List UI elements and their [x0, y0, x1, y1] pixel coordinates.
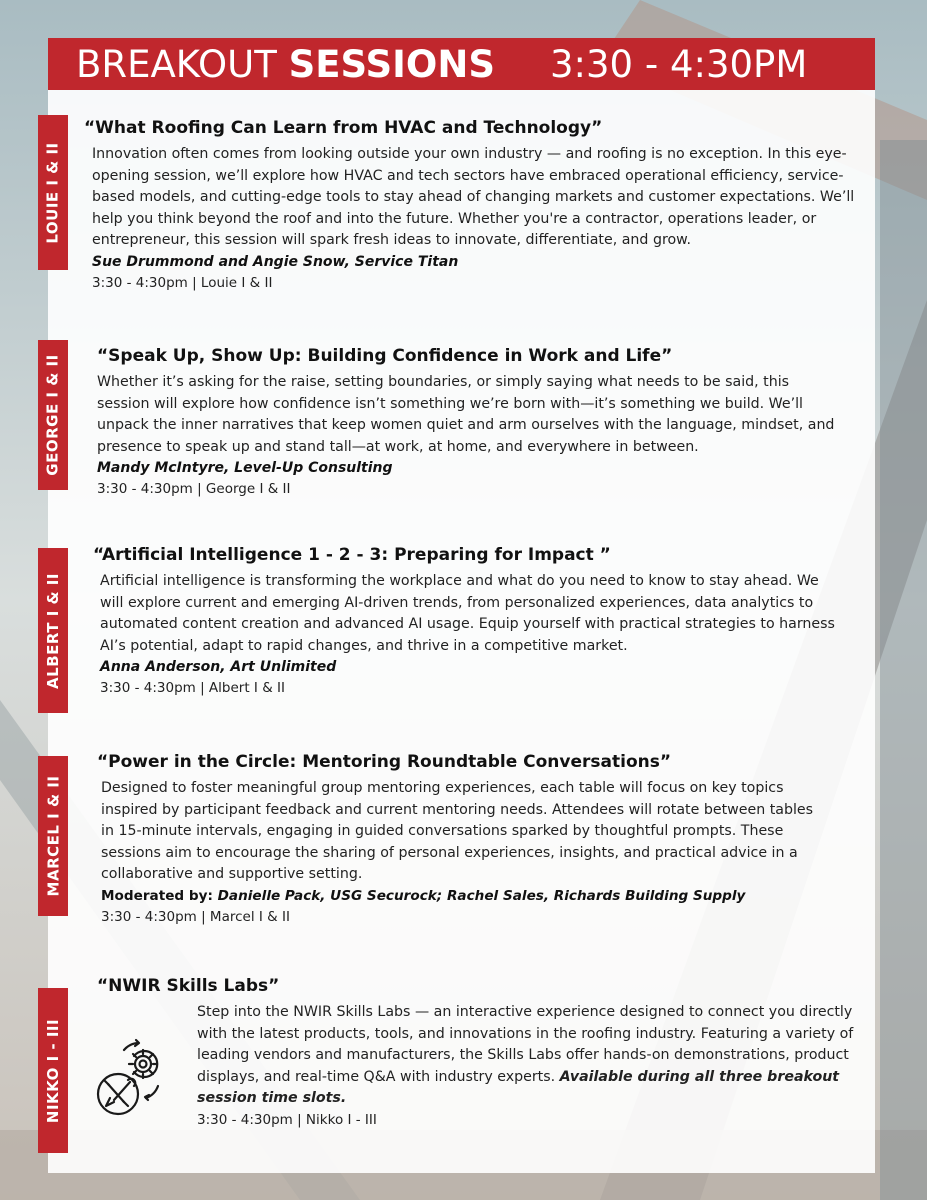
room-tab-label: MARCEL I & II: [44, 775, 63, 897]
room-tab-louie: [38, 115, 68, 270]
session-louie: [84, 118, 874, 294]
session-description: Designed to foster meaningful group mentoring experiences, each table will focus on key topics inspired by participant feedback and current mentoring needs. Attendees will rotate between tables in 15-minute intervals, engaging in guided conversations sparked by thoughtful prompts. These sessions aim to encourage the sharing of personal experiences, insights, and practical advice in a collaborative and supportive setting.: [101, 780, 814, 882]
page-title-light: BREAKOUT: [76, 43, 289, 86]
session-title: “Artificial Intelligence 1 - 2 - 3: Preparing for Impact ”: [93, 545, 611, 565]
room-tab-nikko: [38, 988, 68, 1153]
page-title: [76, 43, 495, 86]
session-description-text: Step into the NWIR Skills Labs — an interactive experience designed to connect you directly with the latest products, tools, and innovations in the roofing industry. Featuring a variety of leading vendors and manufacturers, the Skills Labs offer hands-on demonstrations, product displays, and real-time Q&A with industry experts.: [197, 1004, 854, 1085]
session-time-room: 3:30 - 4:30pm | Louie I & II: [92, 274, 273, 291]
session-george: [97, 346, 837, 500]
session-time-room: 3:30 - 4:30pm | Marcel I & II: [101, 908, 290, 925]
session-albert: [93, 545, 845, 699]
room-tab-marcel: [38, 756, 68, 916]
session-description: Innovation often comes from looking outside your own industry — and roofing is no exception. In this eye-opening session, we’ll explore how HVAC and tech sectors have embraced operational efficiency, service-based models, and cutting-edge tools to stay ahead of changing markets and customer expectations. We’ll help you think beyond the roof and into the future. Whether you're a contractor, operations leader, or entrepreneur, this session will spark fresh ideas to innovate, differentiate, and grow.: [92, 146, 855, 248]
session-title: “Speak Up, Show Up: Building Confidence in Work and Life”: [97, 346, 673, 366]
session-title: “What Roofing Can Learn from HVAC and Technology”: [84, 118, 603, 138]
session-description: Artificial intelligence is transforming the workplace and what do you need to know to stay ahead. We will explore current and emerging AI-driven trends, from personalized experiences, data analytics to automated content creation and advanced AI usage. Equip yourself with practical strategies to harness AI’s potential, adapt to rapid changes, and thrive in a competitive market.: [100, 573, 835, 654]
session-description: Whether it’s asking for the raise, setting boundaries, or simply saying what needs to be said, this session will explore how confidence isn’t something we’re born with—it’s something we build. We’ll unpack the inner narratives that keep women quiet and arm ourselves with the language, mindset, and presence to speak up and stand tall—at work, at home, and everywhere in between.: [97, 374, 835, 455]
moderated-by-label: Moderated by:: [101, 887, 218, 904]
room-tab-label: ALBERT I & II: [44, 572, 63, 689]
session-speaker: Sue Drummond and Angie Snow, Service Titan: [92, 253, 459, 270]
session-description: [97, 1002, 857, 1110]
session-nikko: [97, 976, 857, 1131]
session-description-emphasis: Available during all three breakout session time slots.: [197, 1068, 840, 1106]
session-time-room: 3:30 - 4:30pm | Albert I & II: [100, 680, 285, 696]
session-time-room: 3:30 - 4:30pm | George I & II: [97, 481, 291, 497]
page-title-bold: SESSIONS: [288, 43, 495, 86]
session-speaker: Mandy McIntyre, Level-Up Consulting: [97, 460, 393, 476]
session-marcel: [97, 752, 822, 928]
tools-gear-icon: [94, 1038, 164, 1120]
session-speaker: Danielle Pack, USG Securock; Rachel Sales, Richards Building Supply: [217, 887, 746, 904]
session-speaker: Anna Anderson, Art Unlimited: [100, 659, 337, 675]
session-title: “NWIR Skills Labs”: [97, 976, 280, 996]
room-tab-george: [38, 340, 68, 490]
session-time-room: 3:30 - 4:30pm | Nikko I - III: [197, 1111, 377, 1128]
session-moderators: [97, 886, 822, 907]
room-tab-label: GEORGE I & II: [44, 354, 63, 476]
room-tab-albert: [38, 548, 68, 713]
session-time-heading: 3:30 - 4:30PM: [550, 43, 808, 86]
header-bar: [48, 38, 875, 90]
room-tab-label: NIKKO I - III: [44, 1018, 62, 1123]
session-title: “Power in the Circle: Mentoring Roundtable Conversations”: [97, 752, 672, 772]
room-tab-label: LOUIE I & II: [44, 141, 62, 244]
